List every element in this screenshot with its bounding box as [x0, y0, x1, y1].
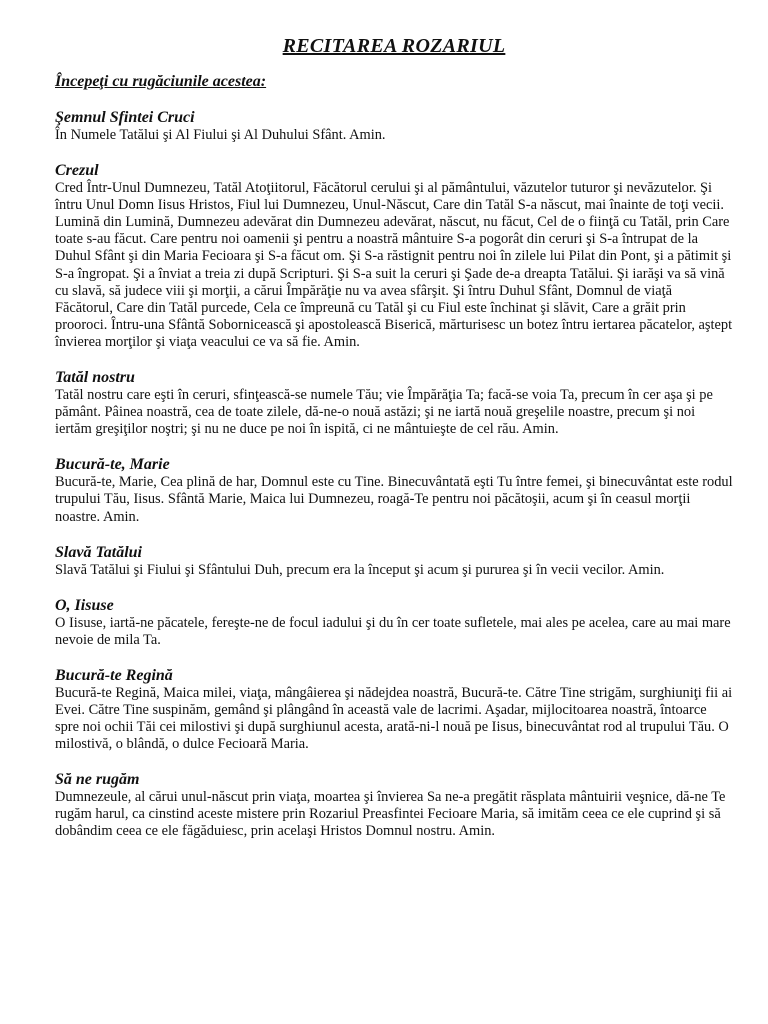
section-heading: Bucură-te, Marie	[55, 456, 170, 474]
section-text: În Numele Tatălui şi Al Fiului şi Al Duhului Sfânt. Amin.	[55, 127, 386, 143]
section-sa-ne-rugam	[55, 770, 733, 840]
section-text: Dumnezeule, al cărui unul-născut prin viaţa, moartea şi învierea Sa ne-a pregătit răsplata mântuirii veşnice, dă-ne Te rugăm harul, ca cinstind aceste mistere prin Rozariul Preasfintei Fecioare Maria, să imităm ceea ce ele cuprind şi să dobândim ceea ce ele făgăduiesc, prin acelaşi Hristos Domnul nostru. Amin.	[55, 789, 726, 840]
section-heading: O, Iisuse	[55, 596, 114, 614]
section-heading: Bucură-te Regină	[55, 666, 173, 684]
section-bucura-te-marie	[55, 455, 733, 525]
section-text: Cred Într-Unul Dumnezeu, Tatăl Atoţiitorul, Făcătorul cerului şi al pământului, văzutelor tuturor şi nevăzutelor. Şi întru Unul Domn Iisus Hristos, Fiul lui Dumnezeu, Unul-Născut, Care din Tatăl S-a născut, mai înainte de toţi vecii. Lumină din Lumină, Dumnezeu adevărat din Dumnezeu adevărat, născut, nu făcut, Cel de o fiinţă cu Tatăl, prin Care toate s-au făcut. Care pentru noi oamenii şi pentru a noastră mântuire S-a pogorât din ceruri şi S-a întrupat de la Duhul Sfânt şi din Maria Fecioara şi S-a făcut om. Şi S-a răstignit pentru noi în zilele lui Pilat din Pont, şi a pătimit şi S-a îngropat. Şi a înviat a treia zi după Scripturi. Şi S-a suit la ceruri şi Şade de-a dreapta Tatălui. Şi iarăşi va să vină cu slavă, să judece viii şi morţii, a cărui Împărăţie nu va avea sfârşit. Şi întru Duhul Sfânt, Domnul de viaţă Făcătorul, Care din Tatăl purcede, Cela ce împreună cu Tatăl şi cu Fiul este închinat şi slăvit, Care a grăit prin prooroci. Întru-una Sfântă Sobornicească şi apostolească Biserică, mărturisesc un botez întru iertarea păcatelor, aştept învierea morţilor şi viaţa veacului ce va să fie. Amin.	[55, 180, 733, 350]
section-text: Bucură-te Regină, Maica milei, viaţa, mângâierea şi nădejdea noastră, Bucură-te. Către Tine strigăm, surghiuniţi fii ai Evei. Către Tine suspinăm, gemând şi plângând în această vale de lacrimi. Aşadar, mijlocitoarea noastră, întoarce spre noi ochii Tăi cei milostivi şi după surghiunul acesta, arată-ni-l nouă pe Iisus, binecuvântat rod al trupului Tău. O milostivă, o blândă, o dulce Fecioară Maria.	[55, 684, 733, 753]
section-text: O Iisuse, iartă-ne păcatele, fereşte-ne de focul iadului şi du în cer toate sufletele, mai ales pe acelea, care au mai mare nevoie de mila Ta.	[55, 614, 731, 648]
section-semnul-crucii	[55, 108, 733, 144]
section-tatal-nostru	[55, 368, 733, 438]
section-text: Tatăl nostru care eşti în ceruri, sfinţească-se numele Tău; vie Împărăţia Ta; facă-se voia Ta, precum în cer aşa şi pe pământ. Pâinea noastră, cea de toate zilele, dă-ne-o nouă astăzi; şi ne iartă nouă greşelile noastre, precum şi noi iertăm greşiţilor noştri; şi nu ne duce pe noi în ispită, ci ne mântuieşte de cel rău. Amin.	[55, 387, 713, 438]
section-heading: Slavă Tatălui	[55, 543, 142, 561]
section-text: Bucură-te, Marie, Cea plină de har, Domnul este cu Tine. Binecuvântată eşti Tu între femei, şi binecuvântat este rodul trupului Tău, Iisus. Sfântă Marie, Maica lui Dumnezeu, roagă-Te pentru noi păcătoşii, acum şi în ceasul morţii noastre. Amin.	[55, 474, 733, 525]
section-bucura-te-regina	[55, 666, 733, 753]
document-title: RECITAREA ROZARIUL	[282, 35, 506, 57]
section-heading: Să ne rugăm	[55, 771, 140, 789]
document-page	[55, 34, 733, 858]
intro-line: Începeţi cu rugăciunile acestea:	[55, 73, 267, 90]
section-slava-tatalui	[55, 543, 733, 579]
section-heading: Şemnul Sfintei Cruci	[55, 109, 195, 126]
section-text: Slavă Tatălui şi Fiului şi Sfântului Duh, precum era la început şi acum şi pururea şi în vecii vecilor. Amin.	[55, 561, 665, 578]
section-o-iisuse	[55, 596, 733, 649]
section-crezul	[55, 161, 733, 351]
section-heading: Crezul	[55, 162, 99, 180]
section-heading: Tatăl nostru	[55, 369, 135, 387]
